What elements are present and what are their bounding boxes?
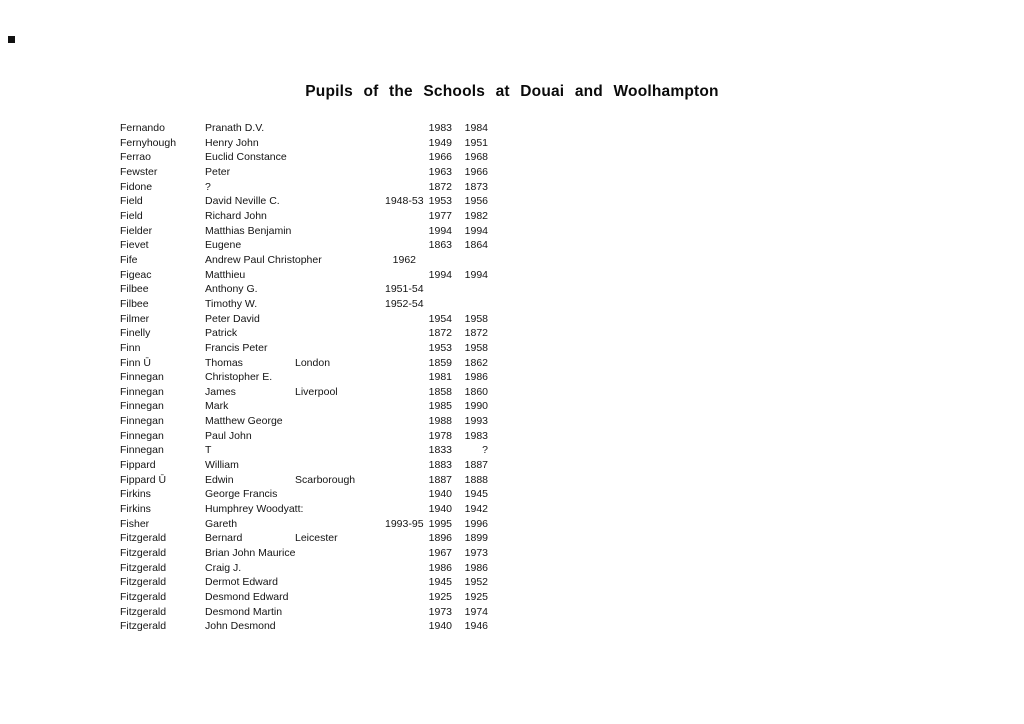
cell-year-start: 1963	[428, 165, 452, 178]
cell-year-end: 1990	[464, 400, 488, 413]
cell-year-end: 1899	[464, 532, 488, 545]
table-row	[120, 531, 488, 546]
cell-year-start: 1995	[428, 517, 452, 530]
cell-years-attended: 1948-53	[385, 195, 424, 208]
cell-years-attended	[385, 180, 416, 195]
table-row	[120, 385, 488, 400]
cell-forename: Francis Peter	[205, 341, 268, 354]
cell-surname: Field	[120, 195, 143, 208]
cell-year-start: 1863	[428, 239, 452, 252]
cell-forename: Timothy W.	[205, 297, 258, 310]
table-row	[120, 517, 488, 532]
cell-year-end: ?	[482, 444, 488, 457]
cell-forename: Peter	[205, 165, 231, 178]
cell-year-start: 1994	[428, 224, 452, 237]
cell-year-end: 1974	[464, 605, 488, 618]
cell-place	[295, 165, 385, 180]
cell-year-start: 1973	[428, 605, 452, 618]
cell-year-end: 1958	[464, 341, 488, 354]
cell-forename: Matthew George	[205, 415, 283, 428]
cell-forename: T	[205, 444, 212, 457]
cell-years-attended	[385, 531, 416, 546]
cell-years-attended: 1993-95	[385, 517, 424, 530]
cell-year-start: 1883	[428, 459, 452, 472]
cell-forename: Edwin	[205, 473, 234, 486]
table-row	[120, 209, 488, 224]
cell-year-end: 1864	[464, 239, 488, 252]
table-row	[120, 268, 488, 283]
cell-year-end: 1996	[464, 517, 488, 530]
cell-years-attended	[385, 399, 416, 414]
table-row	[120, 429, 488, 444]
table-row	[120, 282, 488, 297]
table-row	[120, 253, 488, 268]
cell-forename: George Francis	[205, 488, 278, 501]
cell-place	[295, 590, 385, 605]
cell-year-end: 1993	[464, 415, 488, 428]
cell-place	[295, 297, 385, 312]
cell-years-attended	[385, 150, 416, 165]
cell-years-attended	[385, 121, 416, 136]
cell-year-start: 1985	[428, 400, 452, 413]
cell-years-attended	[385, 209, 416, 224]
cell-place	[295, 224, 385, 239]
cell-place	[295, 575, 385, 590]
table-row	[120, 180, 488, 195]
cell-surname: Finnegan	[120, 415, 164, 428]
cell-year-start: 1858	[428, 385, 452, 398]
cell-year-start: 1896	[428, 532, 452, 545]
cell-years-attended	[385, 429, 416, 444]
cell-place	[295, 414, 385, 429]
cell-year-end: 1994	[464, 268, 488, 281]
cell-place	[295, 150, 385, 165]
cell-place	[295, 399, 385, 414]
cell-forename: Andrew Paul Christopher	[205, 253, 322, 266]
cell-surname: Ferrao	[120, 151, 151, 164]
cell-forename: Matthieu	[205, 268, 246, 281]
cell-years-attended	[385, 546, 416, 561]
cell-year-end	[452, 253, 488, 268]
cell-year-end: 1952	[464, 576, 488, 589]
table-row	[120, 414, 488, 429]
cell-year-start: 1925	[428, 591, 452, 603]
cell-year-end: 1945	[464, 488, 488, 501]
table-row	[120, 575, 488, 590]
cell-surname: Finn Ū	[120, 356, 151, 369]
table-row	[120, 136, 488, 151]
cell-surname: Filbee	[120, 283, 149, 296]
cell-forename: Christopher E.	[205, 371, 273, 384]
cell-forename: James	[205, 385, 236, 398]
cell-forename: Anthony G.	[205, 283, 258, 296]
cell-surname: Firkins	[120, 488, 151, 501]
cell-forename: Eugene	[205, 239, 242, 252]
cell-year-end: 1986	[464, 561, 488, 574]
cell-place	[295, 312, 385, 327]
cell-place	[295, 370, 385, 385]
cell-years-attended	[385, 575, 416, 590]
cell-forename: Thomas	[205, 356, 243, 369]
cell-forename: ?	[205, 180, 211, 193]
cell-year-end: 1860	[464, 385, 488, 398]
cell-forename: Dermot Edward	[205, 576, 278, 589]
cell-place: Leicester	[295, 532, 338, 545]
table-row	[120, 399, 488, 414]
cell-years-attended	[385, 619, 416, 634]
cell-surname: Fitzgerald	[120, 576, 167, 589]
cell-place: Scarborough	[295, 473, 356, 486]
cell-forename: Gareth	[205, 517, 238, 530]
table-row	[120, 473, 488, 488]
cell-surname: Fitzgerald	[120, 605, 167, 618]
cell-place: Liverpool	[295, 385, 338, 398]
cell-year-end: 1982	[464, 209, 488, 222]
cell-surname: Fitzgerald	[120, 561, 167, 574]
cell-place	[295, 268, 385, 283]
cell-place	[295, 458, 385, 473]
cell-place	[295, 561, 385, 576]
cell-forename: Patrick	[205, 327, 238, 340]
cell-year-start: 1978	[428, 429, 452, 442]
cell-surname: Fernyhough	[120, 136, 177, 149]
cell-surname: Fippard Ū	[120, 473, 167, 486]
cell-year-start: 1953	[428, 195, 452, 208]
cell-year-start: 1967	[428, 547, 452, 560]
cell-years-attended	[385, 370, 416, 385]
cell-years-attended	[385, 136, 416, 151]
table-row	[120, 341, 488, 356]
cell-year-end: 1966	[464, 165, 488, 178]
table-row	[120, 443, 488, 458]
table-row	[120, 326, 488, 341]
cell-years-attended: 1962	[392, 253, 416, 266]
cell-forename: Humphrey Woodyatt:	[205, 503, 304, 516]
table-row	[120, 356, 488, 371]
cell-forename: Brian John Maurice	[205, 547, 296, 560]
cell-place	[295, 121, 385, 136]
cell-year-end: 1968	[464, 151, 488, 164]
cell-years-attended: 1952-54	[385, 297, 424, 310]
cell-forename: William	[205, 459, 239, 472]
table-row	[120, 297, 488, 312]
table-row	[120, 502, 488, 517]
table-row	[120, 312, 488, 327]
cell-surname: Filmer	[120, 312, 150, 325]
cell-surname: Firkins	[120, 503, 151, 516]
cell-year-start: 1983	[428, 122, 452, 134]
cell-forename: Euclid Constance	[205, 151, 287, 164]
cell-years-attended	[385, 561, 416, 576]
cell-year-end: 1956	[464, 195, 488, 208]
cell-year-end: 1872	[464, 327, 488, 340]
cell-place	[295, 517, 385, 532]
cell-year-end	[452, 282, 488, 297]
cell-place	[295, 326, 385, 341]
cell-surname: Fernando	[120, 122, 165, 134]
cell-place	[295, 282, 385, 297]
table-row	[120, 561, 488, 576]
cell-place	[295, 605, 385, 620]
cell-year-end: 1887	[464, 459, 488, 472]
cell-year-start: 1953	[428, 341, 452, 354]
table-row	[120, 224, 488, 239]
table-row	[120, 165, 488, 180]
cell-year-start: 1981	[428, 371, 452, 384]
cell-place	[295, 546, 385, 561]
cell-surname: Filbee	[120, 297, 149, 310]
cell-place	[295, 502, 385, 517]
cell-year-start: 1872	[428, 180, 452, 193]
cell-year-end: 1946	[464, 620, 488, 633]
cell-years-attended	[385, 312, 416, 327]
cell-surname: Fippard	[120, 459, 156, 472]
cell-forename: Pranath D.V.	[205, 122, 265, 134]
cell-years-attended	[385, 473, 416, 488]
cell-year-start	[416, 282, 452, 297]
cell-surname: Fitzgerald	[120, 547, 167, 560]
cell-surname: Finnegan	[120, 444, 164, 457]
cell-forename: Desmond Martin	[205, 605, 283, 618]
cell-place	[295, 341, 385, 356]
cell-forename: Paul John	[205, 429, 252, 442]
cell-place	[295, 180, 385, 195]
cell-years-attended	[385, 487, 416, 502]
cell-years-attended	[385, 502, 416, 517]
cell-year-start: 1887	[428, 473, 452, 486]
cell-year-start	[416, 297, 452, 312]
cell-year-start: 1945	[428, 576, 452, 589]
cell-year-end: 1862	[464, 356, 488, 369]
cell-place	[295, 209, 385, 224]
cell-year-start: 1940	[428, 503, 452, 516]
cell-years-attended	[385, 458, 416, 473]
cell-year-end: 1984	[464, 122, 488, 134]
table-row	[120, 546, 488, 561]
cell-surname: Finnegan	[120, 371, 164, 384]
table-row	[120, 121, 488, 136]
cell-forename: Matthias Benjamin	[205, 224, 292, 237]
scan-artifact-dot	[8, 36, 15, 43]
cell-year-start: 1988	[428, 415, 452, 428]
cell-forename: Henry John	[205, 136, 259, 149]
page-title: Pupils of the Schools at Douai and Woolhampton	[305, 83, 719, 100]
table-row	[120, 487, 488, 502]
cell-years-attended	[385, 590, 416, 605]
cell-year-end: 1958	[464, 312, 488, 325]
cell-surname: Finnegan	[120, 400, 164, 413]
cell-years-attended	[385, 224, 416, 239]
cell-year-end: 1973	[464, 547, 488, 560]
cell-surname: Finnegan	[120, 385, 164, 398]
cell-surname: Fitzgerald	[120, 591, 167, 603]
cell-place	[295, 443, 385, 458]
table-row	[120, 590, 488, 605]
cell-forename: Craig J.	[205, 561, 242, 574]
cell-surname: Finn	[120, 341, 141, 354]
cell-year-start: 1949	[428, 136, 452, 149]
cell-years-attended	[385, 443, 416, 458]
cell-forename: Desmond Edward	[205, 591, 289, 603]
cell-year-end: 1986	[464, 371, 488, 384]
cell-surname: Fievet	[120, 239, 149, 252]
table-row	[120, 150, 488, 165]
cell-year-start: 1859	[428, 356, 452, 369]
cell-place	[295, 194, 385, 209]
cell-year-end: 1994	[464, 224, 488, 237]
cell-year-end: 1925	[464, 591, 488, 603]
cell-place	[295, 136, 385, 151]
cell-year-start: 1940	[428, 620, 452, 633]
cell-place	[295, 238, 385, 253]
cell-years-attended: 1951-54	[385, 283, 424, 296]
cell-year-start: 1940	[428, 488, 452, 501]
cell-surname: Field	[120, 209, 143, 222]
cell-place	[295, 619, 385, 634]
cell-year-start	[416, 253, 452, 268]
cell-years-attended	[385, 414, 416, 429]
cell-place	[295, 487, 385, 502]
cell-year-end: 1983	[464, 429, 488, 442]
table-row	[120, 194, 488, 209]
cell-years-attended	[385, 356, 416, 371]
cell-year-start: 1977	[428, 209, 452, 222]
cell-surname: Fitzgerald	[120, 620, 167, 633]
cell-year-start: 1986	[428, 561, 452, 574]
cell-surname: Figeac	[120, 268, 152, 281]
cell-surname: Fife	[120, 253, 138, 266]
cell-surname: Fisher	[120, 517, 150, 530]
table-row	[120, 370, 488, 385]
cell-year-end: 1873	[464, 180, 488, 193]
cell-forename: Peter David	[205, 312, 260, 325]
cell-years-attended	[385, 341, 416, 356]
cell-place	[295, 429, 385, 444]
cell-forename: Richard John	[205, 209, 267, 222]
cell-forename: David Neville C.	[205, 195, 280, 208]
cell-place	[295, 253, 385, 268]
cell-year-start: 1994	[428, 268, 452, 281]
table-row	[120, 238, 488, 253]
cell-surname: Fewster	[120, 165, 158, 178]
cell-year-start: 1954	[428, 312, 452, 325]
cell-years-attended	[385, 605, 416, 620]
table-row	[120, 605, 488, 620]
cell-years-attended	[385, 165, 416, 180]
cell-forename: Mark	[205, 400, 229, 413]
cell-years-attended	[385, 326, 416, 341]
cell-surname: Finelly	[120, 327, 151, 340]
table-row	[120, 619, 488, 634]
cell-forename: Bernard	[205, 532, 243, 545]
cell-year-start: 1966	[428, 151, 452, 164]
table-row	[120, 458, 488, 473]
cell-year-end: 1942	[464, 503, 488, 516]
pupils-table	[120, 121, 488, 634]
cell-place: London	[295, 356, 331, 369]
cell-years-attended	[385, 385, 416, 400]
cell-years-attended	[385, 238, 416, 253]
cell-year-end	[452, 297, 488, 312]
cell-surname: Fidone	[120, 180, 153, 193]
cell-surname: Fitzgerald	[120, 532, 167, 545]
cell-year-end: 1888	[464, 473, 488, 486]
cell-year-end: 1951	[464, 136, 488, 149]
cell-year-start: 1872	[428, 327, 452, 340]
cell-forename: John Desmond	[205, 620, 276, 633]
cell-years-attended	[385, 268, 416, 283]
cell-surname: Fielder	[120, 224, 153, 237]
cell-surname: Finnegan	[120, 429, 164, 442]
cell-year-start: 1833	[428, 444, 452, 457]
